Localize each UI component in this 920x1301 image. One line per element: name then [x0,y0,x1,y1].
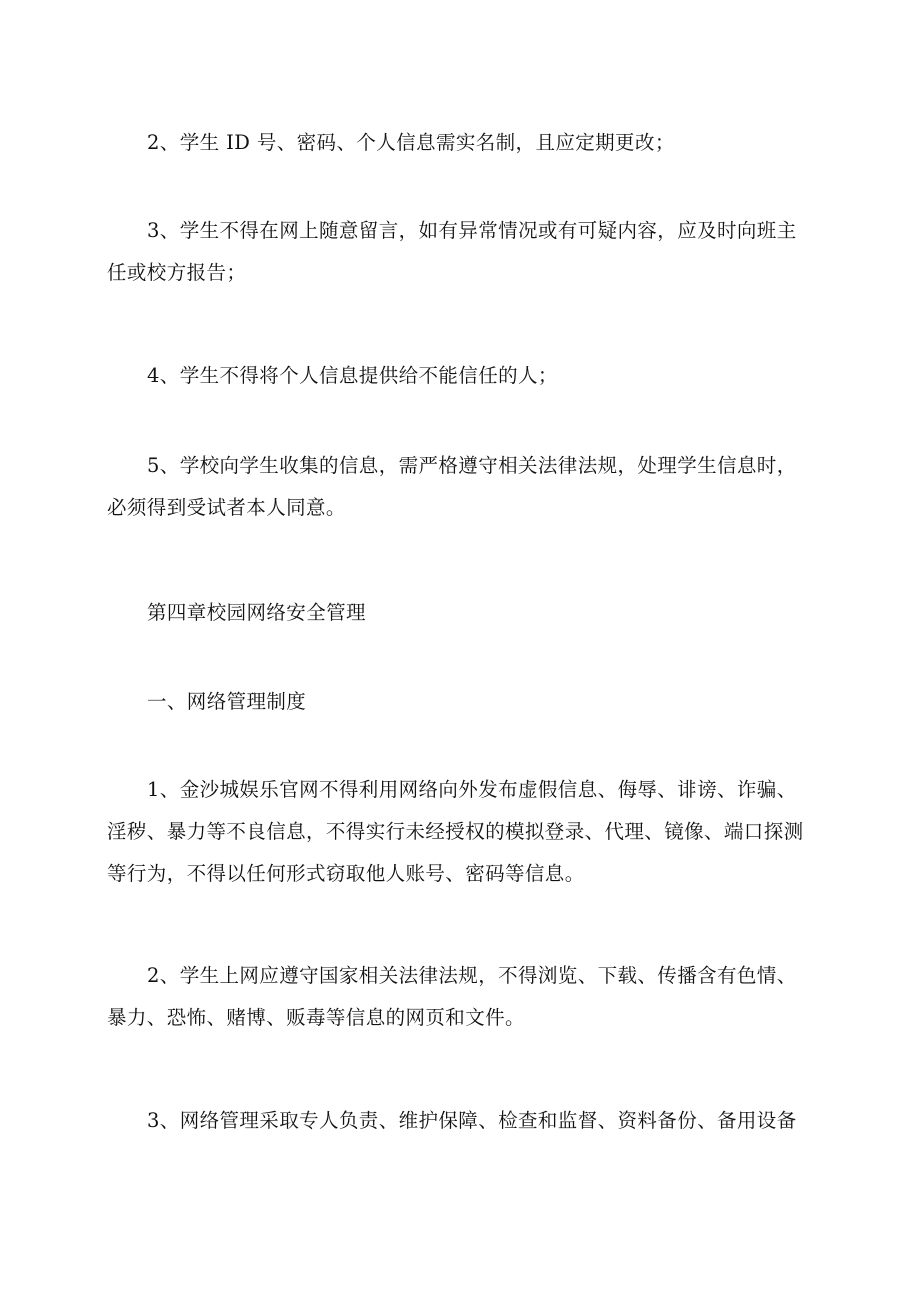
paragraph-rule-3-no-random-posting [107,210,807,294]
paragraph-network-rule-2 [107,955,807,1039]
paragraph-line: 第四章校园网络安全管理 [147,601,366,624]
paragraph-rule-4-personal-info [107,355,807,397]
paragraph-rule-2-student-id [107,122,807,164]
paragraph-line: 一、网络管理制度 [147,690,307,713]
paragraph-rule-5-info-collection [107,445,807,529]
paragraph-line: 3、学生不得在网上随意留言，如有异常情况或有可疑内容，应及时向班主 [147,219,797,242]
paragraph-line: 5、学校向学生收集的信息，需严格遵守相关法律法规，处理学生信息时， [147,454,797,477]
paragraph-network-rule-3 [107,1100,807,1142]
paragraph-line: 等行为，不得以任何形式窃取他人账号、密码等信息。 [107,862,585,885]
paragraph-line: 2、学生上网应遵守国家相关法律法规，不得浏览、下载、传播含有色情、 [147,964,797,987]
section-heading [107,681,807,723]
paragraph-line: 必须得到受试者本人同意。 [107,496,346,519]
paragraph-line: 3、网络管理采取专人负责、维护保障、检查和监督、资料备份、备用设备 [147,1109,797,1132]
paragraph-line: 1、金沙城娱乐官网不得利用网络向外发布虚假信息、侮辱、诽谤、诈骗、 [147,778,797,801]
paragraph-line: 4、学生不得将个人信息提供给不能信任的人； [147,364,558,387]
paragraph-line: 2、学生 ID 号、密码、个人信息需实名制，且应定期更改； [147,131,675,154]
chapter-heading [107,592,807,634]
paragraph-network-rule-1 [107,769,807,895]
paragraph-line: 淫秽、暴力等不良信息，不得实行未经授权的模拟登录、代理、镜像、端口探测 [107,820,804,843]
paragraph-line: 暴力、恐怖、赌博、贩毒等信息的网页和文件。 [107,1006,525,1029]
paragraph-line: 任或校方报告； [107,261,247,284]
